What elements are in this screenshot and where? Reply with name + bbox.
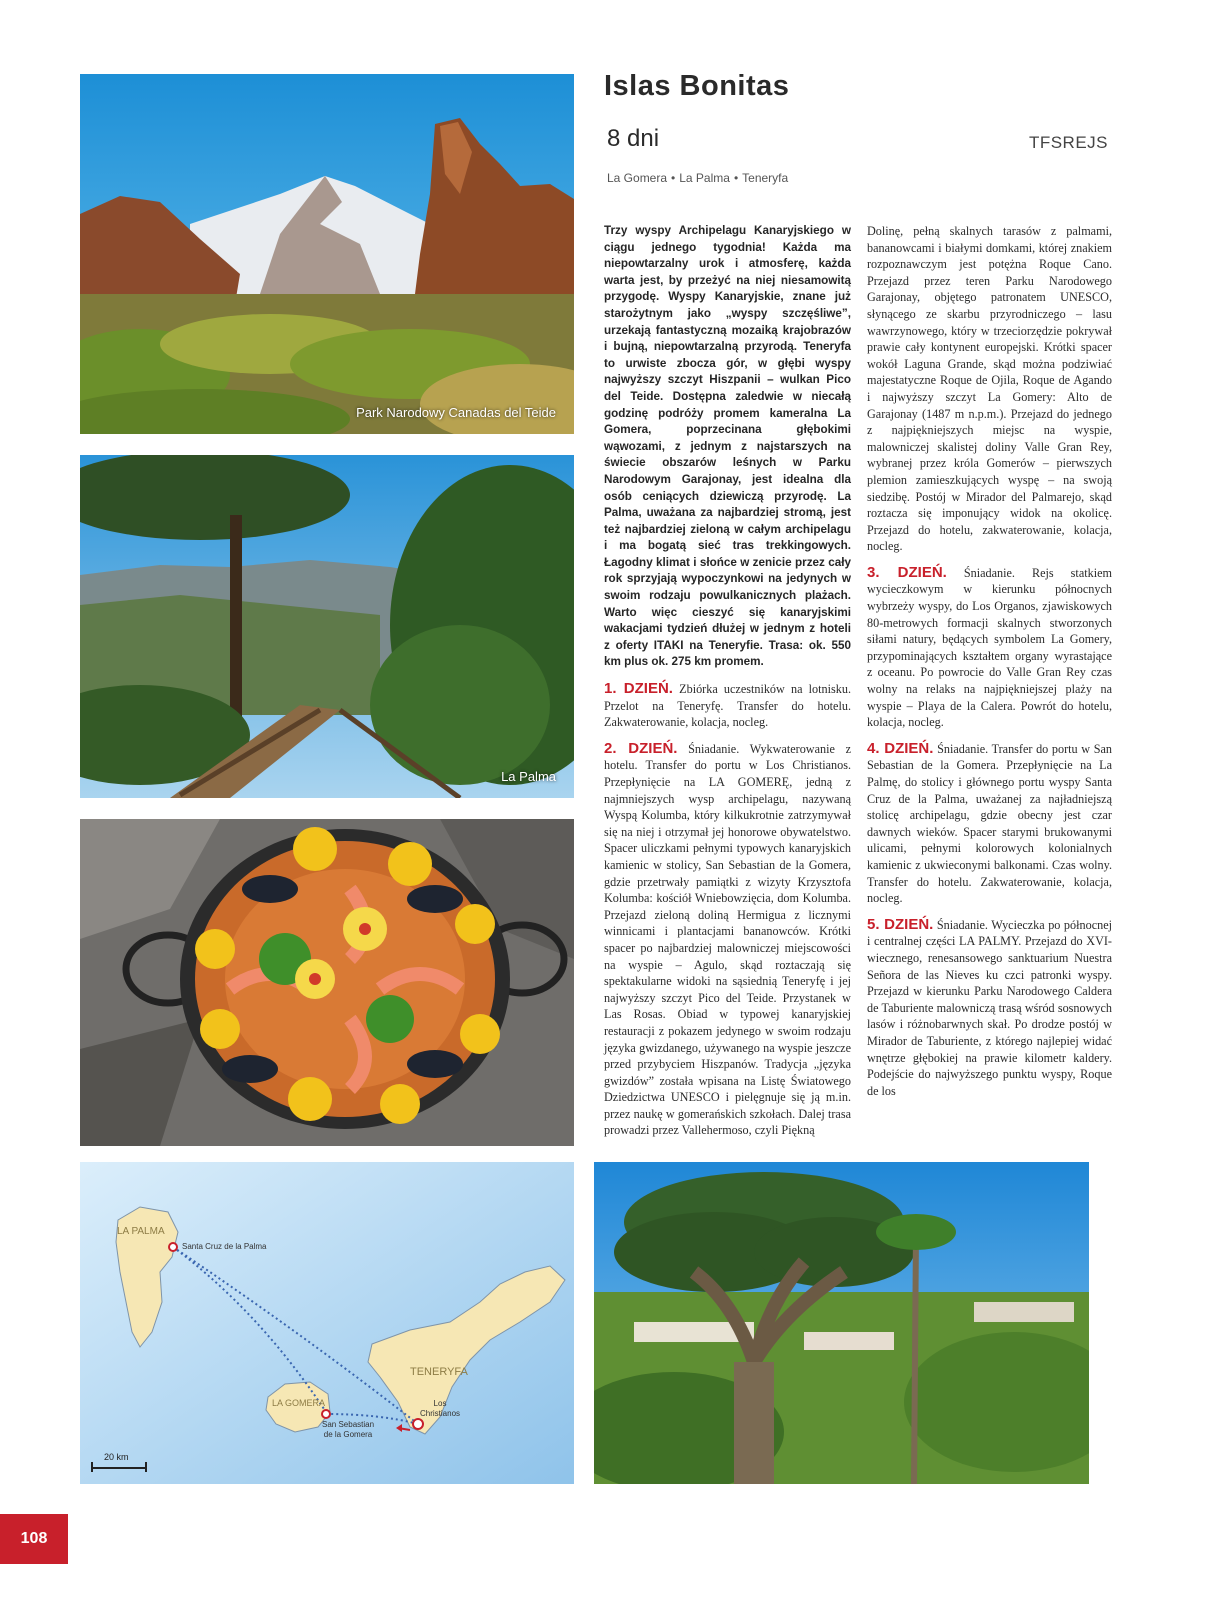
photo-dragon-tree <box>594 1162 1089 1484</box>
map-label-la-gomera: LA GOMERA <box>272 1398 326 1408</box>
tour-route <box>607 171 788 185</box>
route-item-la-gomera: La Gomera <box>607 171 668 185</box>
route-separator: • <box>733 171 739 185</box>
map-label-teneryfa: TENERYFA <box>410 1366 468 1378</box>
photo-caption-la-palma: La Palma <box>501 769 556 784</box>
map-port-los-cristianos <box>420 1399 460 1419</box>
map-scale-label: 20 km <box>104 1452 129 1462</box>
map-port-san-sebastian <box>322 1420 374 1440</box>
photo-teide <box>80 74 574 434</box>
day-1 <box>604 681 851 731</box>
day-2-continuation: Dolinę, pełną skalnych tarasów z palmami, bananowcami i białymi domkami, której znakiem rozpoznawczym jest potężna Roque Cano. Przejazd przez teren Parku Narodowego Garajonay, objętego patronatem UNESCO, słynącego ze skarbu przyrodniczego – lasu wawrzynowego, który w trzeciorzędzie pokrywał prawie cały kontynent europejski. Krótki spacer wokół Laguna Grande, skąd można podziwiać majestatyczne Roque de Ojila, Roque de Agando i najwyższy szczyt La Gomery: Alto de Garajonay (1487 m n.p.m.). Przejazd do jednego z najpiękniejszych miejsc na wyspie, malowniczej skalistej doliny Valle Gran Rey, wybranej przez króla Gomerów – pierwszych plemion zamieszkujących wyspę – na swoją siedzibę. Postój w Mirador del Palmarejo, skąd roztacza się imponujący widok na okolicę. Przejazd do hotelu, zakwaterowanie, kolacja, nocleg. <box>867 224 1112 554</box>
page-title: Islas Bonitas <box>604 70 790 102</box>
map-port-los-cristianos-line1: Los <box>433 1399 447 1408</box>
day-1-text: Zbiórka uczestników na lotnisku. Przelot na Teneryfę. Transfer do hotelu. Zakwaterowanie, kolacja, nocleg. <box>604 682 851 730</box>
text-column-1 <box>604 223 851 1139</box>
map-port-san-sebastian-line1: San Sebastian <box>322 1420 375 1429</box>
text-column-2 <box>867 223 1112 1099</box>
day-3-label: 3. DZIEŃ. <box>867 563 947 581</box>
map-route <box>80 1162 574 1484</box>
day-1-label: 1. DZIEŃ. <box>604 680 673 698</box>
tour-duration: 8 dni <box>607 125 660 152</box>
route-item-teneryfa: Teneryfa <box>742 171 789 185</box>
day-4-text: Śniadanie. Transfer do portu w San Sebastian de la Gomera. Przepłynięcie na La Palmę, do stolicy i głównego portu wyspy Santa Cruz de la Palma, uważanej za najładniejszą stolicę archipelagu, gdzie obecny jest czar dawnych wieków. Spacer starymi brukowanymi ulicami, pełnymi kolorowych kolonialnych kamienic z ukwieconymi balkonami. Czas wolny. Transfer do hotelu. Zakwaterowanie, kolacja, nocleg. <box>867 741 1112 906</box>
route-separator: • <box>671 171 676 185</box>
photo-caption-teide: Park Narodowy Canadas del Teide <box>356 405 556 420</box>
map-port-los-cristianos-line2: Christianos <box>420 1409 461 1418</box>
tour-code: TFSREJS <box>1028 133 1108 152</box>
photo-la-palma <box>80 455 574 798</box>
day-2-text: Śniadanie. Wykwaterowanie z hotelu. Transfer do portu w Los Christianos. Przepłynięcie na LA GOMERĘ, jedną z najmniejszych wysp archipelagu, nazywaną Wyspą Kolumba, który kilkukrotnie zatrzymywał się na niej i otrzymał jej honorowe obywatelstwo. Spacer uliczkami pełnymi typowych kanaryjskich kamienic w stolicy, San Sebastian de la Gomera, gdzie przetrwały pamiątki z wizyty Krzysztofa Kolumba: kościół Wniebowzięcia, dom Kolumba. Przejazd zieloną doliną Hermigua z licznymi winnicami i plantacjami bananowców. Krótki spacer po najbardziej malowniczej miejscowości na wyspie – Agulo, skąd roztaczają się spektakularne widoki na sąsiednią Teneryfę i jej najwyższy szczyt Pico del Teide. Przystanek w Las Rosas. Obiad w typowej kanaryjskiej restauracji z pokazem jedynego w swoim rodzaju języka gwizdanego, używanego na wyspie jeszcze przed przybyciem Hiszpanów. Tradycja „języka gwizdów” została wpisana na Listę Światowego Dziedzictwa UNESCO i pielęgnuje się ją m.in. przez naukę w gomerańskich szkołach. Dalej trasa prowadzi przez Vallehermoso, czyli Piękną <box>604 741 851 1138</box>
day-5 <box>867 917 1112 1100</box>
day-2-label: 2. DZIEŃ. <box>604 739 678 757</box>
photo-paella <box>80 819 574 1146</box>
map-port-santa-cruz: Santa Cruz de la Palma <box>182 1242 267 1251</box>
route-item-la-palma: La Palma <box>679 171 730 185</box>
day-5-text: Śniadanie. Wycieczka po północnej i centralnej części LA PALMY. Przejazd do XVI-wiecznego, renesansowego sanktuarium Nuestra Señora de las Nieves ku czci patronki wyspy. Przejazd w kierunku Parku Narodowego Caldera de Taburiente malowniczą trasą wśród sosnowych lasów i różnobarwnych skał. Po drodze postój w Mirador de Taburiente, z którego najlepiej widać wnętrze głębokiej na prawie kilometr kaldery. Podejście do najwyższego punktu wyspy, Roque de los <box>867 917 1112 1098</box>
day-3-text: Śniadanie. Rejs statkiem wycieczkowym w kierunku północnych wybrzeży wyspy, do Los Organos, zjawiskowych 80-metrowych formacji skalnych stworzonych siłami natury, będących symbolem La Gomery, przypominających kształtem organy wyrastające z oceanu. Po powrocie do Valle Gran Rey czas wolny na relaks na najpiękniejszej plaży na wyspie – Playa de la Calera. Powrót do hotelu, kolacja, nocleg. <box>867 565 1112 730</box>
day-3 <box>867 565 1112 731</box>
day-2 <box>604 741 851 1139</box>
day-4 <box>867 741 1112 907</box>
map-label-la-palma: LA PALMA <box>117 1226 165 1237</box>
intro-paragraph: Trzy wyspy Archipelagu Kanaryjskiego w ciągu jednego tygodnia! Każda ma niepowtarzalny urok i atmosferę, każda warta jest, by przeżyć na niej niesamowitą przygodę. Wyspy Kanaryjskie, znane już starożytnym jako „wyspy szczęśliwe”, urzekają fantastyczną mozaiką krajobrazów i bujną, niepowtarzalną przyrodą. Teneryfa to urwiste zbocza gór, w głębi wyspy najwyższy szczyt Hiszpanii – wulkan Pico del Teide. Dostępna zaledwie w niecałą godzinę podróży promem kameralna La Gomera, poprzecinana głębokimi wąwozami, z jednym z najstarszych na świecie obszarów leśnych w Parku Narodowym Garajonay, jest idealna dla osób ceniących dziewiczą przyrodę. La Palma, uważana za najbardziej stromą, jest też najbardziej zieloną w całym archipelagu i ma bogatą sieć tras trekkingowych. Łagodny klimat i słońce w zenicie przez cały rok sprzyjają wypoczynkowi na jedynych w swoim rodzaju powulkanicznych plażach. Warto więc cieszyć się kanaryjskimi wakacjami tydzień dłużej w jednym z hoteli z oferty ITAKI na Teneryfie. Trasa: ok. 550 km plus ok. 275 km promem. <box>604 224 851 669</box>
day-5-label: 5. DZIEŃ. <box>867 915 934 933</box>
map-port-san-sebastian-line2: de la Gomera <box>323 1430 373 1439</box>
page-number: 108 <box>0 1514 68 1564</box>
day-4-label: 4. DZIEŃ. <box>867 739 934 757</box>
